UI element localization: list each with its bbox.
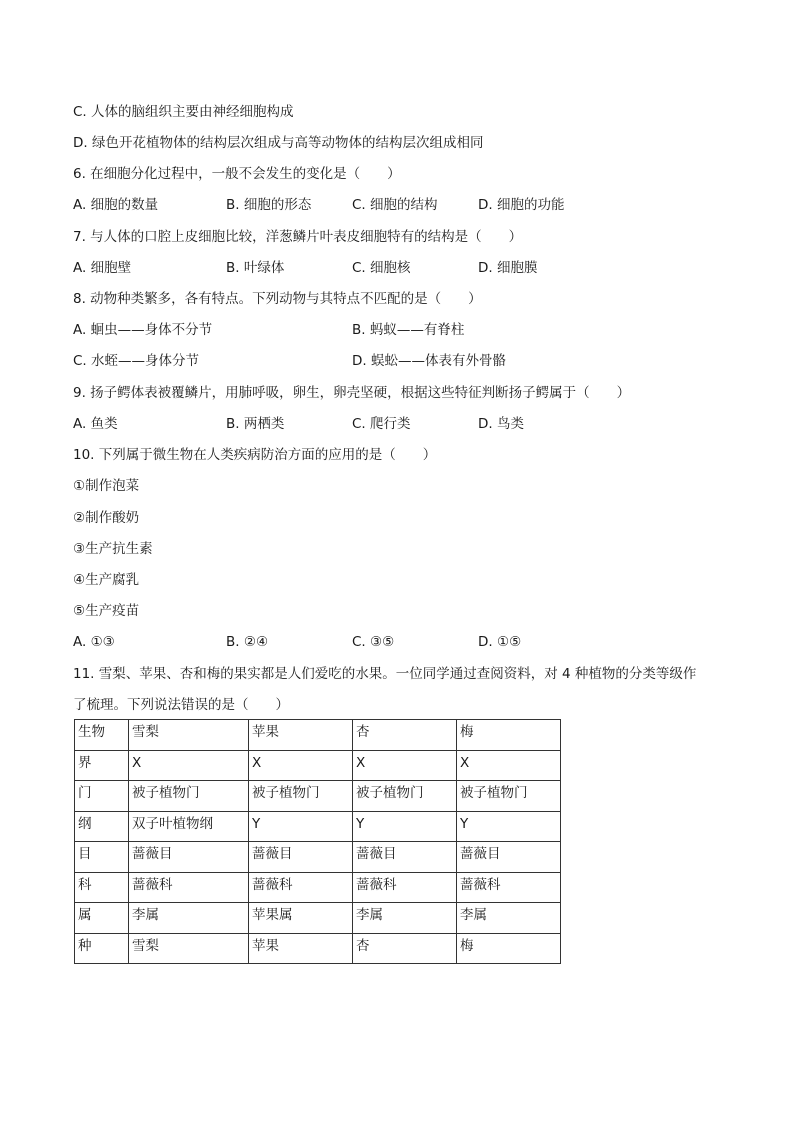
table-cell: 蔷薇目 bbox=[353, 842, 457, 873]
table-cell: 梅 bbox=[457, 720, 561, 751]
table-cell: 蔷薇目 bbox=[249, 842, 353, 873]
question-7: 7. 与人体的口腔上皮细胞比较，洋葱鳞片叶表皮细胞特有的结构是（ ） bbox=[73, 229, 523, 245]
table-cell: 属 bbox=[75, 903, 129, 934]
table-row bbox=[75, 720, 561, 751]
q7-option-b: B. 叶绿体 bbox=[226, 260, 285, 276]
table-row bbox=[75, 781, 561, 812]
q8-option-d: D. 蜈蚣——体表有外骨骼 bbox=[352, 353, 506, 369]
question-11-line-2: 了梳理。下列说法错误的是（ ） bbox=[73, 697, 289, 713]
table-row bbox=[75, 903, 561, 934]
q9-option-d: D. 鸟类 bbox=[478, 416, 524, 432]
table-cell: 雪梨 bbox=[129, 720, 249, 751]
table-cell: 蔷薇科 bbox=[353, 872, 457, 903]
q10-item-1: ①制作泡菜 bbox=[73, 478, 140, 494]
question-6: 6. 在细胞分化过程中，一般不会发生的变化是（ ） bbox=[73, 166, 401, 182]
table-cell: 苹果 bbox=[249, 720, 353, 751]
q10-option-b: B. ②④ bbox=[226, 634, 269, 650]
table-cell: 李属 bbox=[129, 903, 249, 934]
classification-table bbox=[74, 719, 561, 964]
q9-option-b: B. 两栖类 bbox=[226, 416, 285, 432]
table-cell: X bbox=[129, 750, 249, 781]
table-row bbox=[75, 811, 561, 842]
table-cell: 被子植物门 bbox=[353, 781, 457, 812]
table-cell: 蔷薇目 bbox=[457, 842, 561, 873]
q9-option-c: C. 爬行类 bbox=[352, 416, 411, 432]
q10-item-5: ⑤生产疫苗 bbox=[73, 603, 140, 619]
table-row bbox=[75, 872, 561, 903]
q6-option-c: C. 细胞的结构 bbox=[352, 197, 438, 213]
question-8: 8. 动物种类繁多，各有特点。下列动物与其特点不匹配的是（ ） bbox=[73, 291, 482, 307]
table-cell: 被子植物门 bbox=[457, 781, 561, 812]
table-cell: Y bbox=[353, 811, 457, 842]
q5-option-c: C. 人体的脑组织主要由神经细胞构成 bbox=[73, 104, 294, 120]
table-row bbox=[75, 933, 561, 964]
q10-option-d: D. ①⑤ bbox=[478, 634, 522, 650]
q8-option-b: B. 蚂蚁——有脊柱 bbox=[352, 322, 465, 338]
table-cell: 蔷薇科 bbox=[457, 872, 561, 903]
q7-option-a: A. 细胞壁 bbox=[73, 260, 132, 276]
q6-option-b: B. 细胞的形态 bbox=[226, 197, 312, 213]
table-cell: 李属 bbox=[353, 903, 457, 934]
table-cell: 被子植物门 bbox=[249, 781, 353, 812]
q6-option-a: A. 细胞的数量 bbox=[73, 197, 159, 213]
table-cell: 苹果属 bbox=[249, 903, 353, 934]
question-10: 10. 下列属于微生物在人类疾病防治方面的应用的是（ ） bbox=[73, 447, 437, 463]
table-cell: 苹果 bbox=[249, 933, 353, 964]
table-cell: 种 bbox=[75, 933, 129, 964]
table-cell: 生物 bbox=[75, 720, 129, 751]
table-cell: Y bbox=[457, 811, 561, 842]
q10-item-3: ③生产抗生素 bbox=[73, 541, 153, 557]
q7-option-c: C. 细胞核 bbox=[352, 260, 411, 276]
table-cell: Y bbox=[249, 811, 353, 842]
q8-option-c: C. 水蛭——身体分节 bbox=[73, 353, 200, 369]
table-cell: X bbox=[457, 750, 561, 781]
q10-item-2: ②制作酸奶 bbox=[73, 510, 140, 526]
question-11-line-1: 11. 雪梨、苹果、杏和梅的果实都是人们爱吃的水果。一位同学通过查阅资料，对 4 种植物的分类等级作 bbox=[73, 666, 697, 682]
table-row bbox=[75, 750, 561, 781]
table-cell: 杏 bbox=[353, 933, 457, 964]
table-cell: 目 bbox=[75, 842, 129, 873]
table-cell: 门 bbox=[75, 781, 129, 812]
table-cell: X bbox=[249, 750, 353, 781]
question-9: 9. 扬子鳄体表被覆鳞片，用肺呼吸，卵生，卵壳坚硬，根据这些特征判断扬子鳄属于（ ） bbox=[73, 385, 631, 401]
table-cell: 梅 bbox=[457, 933, 561, 964]
q8-option-a: A. 蛔虫——身体不分节 bbox=[73, 322, 213, 338]
table-cell: 蔷薇科 bbox=[249, 872, 353, 903]
q9-option-a: A. 鱼类 bbox=[73, 416, 118, 432]
table-cell: 界 bbox=[75, 750, 129, 781]
q10-item-4: ④生产腐乳 bbox=[73, 572, 140, 588]
q10-option-a: A. ①③ bbox=[73, 634, 115, 650]
table-cell: 蔷薇科 bbox=[129, 872, 249, 903]
table-cell: 杏 bbox=[353, 720, 457, 751]
q6-option-d: D. 细胞的功能 bbox=[478, 197, 565, 213]
table-cell: 被子植物门 bbox=[129, 781, 249, 812]
q5-option-d: D. 绿色开花植物体的结构层次组成与高等动物体的结构层次组成相同 bbox=[73, 135, 484, 151]
table-cell: 雪梨 bbox=[129, 933, 249, 964]
table-cell: 蔷薇目 bbox=[129, 842, 249, 873]
table-cell: 双子叶植物纲 bbox=[129, 811, 249, 842]
table-cell: X bbox=[353, 750, 457, 781]
q7-option-d: D. 细胞膜 bbox=[478, 260, 538, 276]
table-cell: 科 bbox=[75, 872, 129, 903]
table-cell: 纲 bbox=[75, 811, 129, 842]
table-row bbox=[75, 842, 561, 873]
q10-option-c: C. ③⑤ bbox=[352, 634, 395, 650]
table-cell: 李属 bbox=[457, 903, 561, 934]
